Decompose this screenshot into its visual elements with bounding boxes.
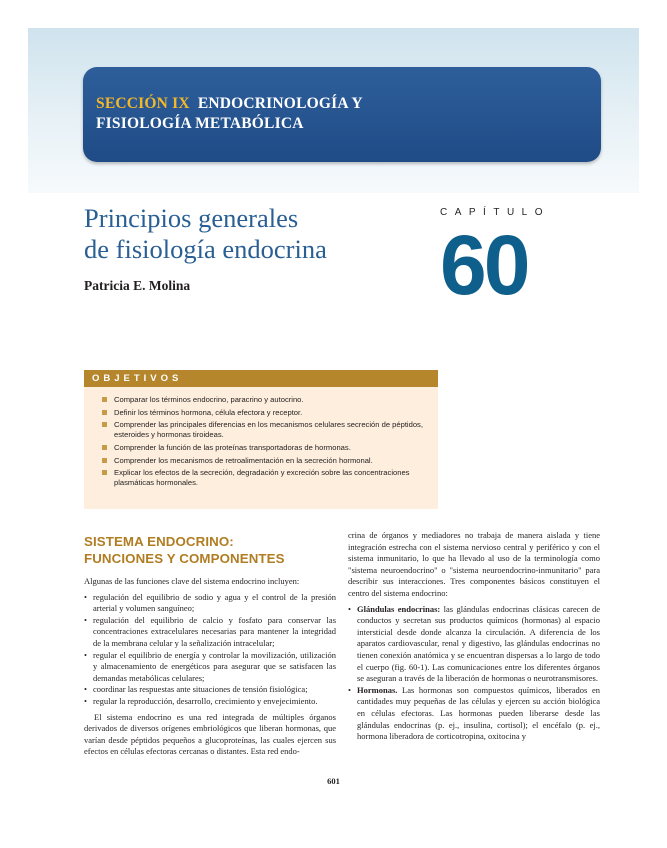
component-text: las glándulas endocrinas clásicas carecen de conductos y secretan sus productos químicos (hormonas) al espacio intersticial desde donde alcanza la circulación. A diferencia de los aparatos cardiovascular, renal y digestivo, las glándulas endocrinas no tienen conexión anatómica y se encuentran dispersas a lo largo de todo el cuerpo (fig. 60-1). Las comunicaciones entre los diferentes órganos se aseguran a través de la liberación de hormonas o neurotransmisores.	[357, 603, 601, 684]
component-term: Hormonas.	[357, 684, 398, 695]
bullet-icon: •	[84, 591, 87, 602]
component-item	[348, 685, 600, 743]
bullet-icon: •	[84, 614, 87, 625]
square-bullet-icon	[102, 422, 107, 427]
section-label: SECCIÓN IX	[96, 95, 190, 112]
section-heading	[96, 94, 576, 134]
bullet-icon: •	[84, 695, 87, 706]
body-paragraph: crina de órganos y mediadores no trabaja de manera aislada y tiene integración estrecha con el sistema nervioso central y periférico y con el sistema inmunitario, lo que ha llevado al uso de la terminología como "sistema neuroendocrino" o "sistema neuroendocrino-inmunitario" para describir sus interacciones. Tres componentes básicos constituyen el centro del sistema endocrino:	[348, 530, 600, 598]
objective-text: Comprender la función de las proteínas transportadoras de hormonas.	[114, 443, 351, 453]
function-text: coordinar las respuestas ante situaciones de tensión fisiológica;	[93, 684, 308, 695]
objective-item	[102, 468, 432, 488]
bullet-icon: •	[84, 684, 87, 695]
bullet-icon: •	[84, 649, 87, 660]
square-bullet-icon	[102, 397, 107, 402]
component-item	[348, 604, 600, 685]
function-text: regulación del equilibrio de sodio y agua y el control de la presión arterial y volumen sanguíneo;	[93, 591, 336, 614]
left-column	[84, 533, 336, 758]
subsection-heading-line2: FUNCIONES Y COMPONENTES	[84, 551, 285, 566]
square-bullet-icon	[102, 470, 107, 475]
functions-intro: Algunas de las funciones clave del sistema endocrino incluyen:	[84, 576, 300, 586]
objectives-header: OBJETIVOS	[84, 370, 438, 387]
objective-item	[102, 443, 432, 453]
objectives-list	[102, 395, 432, 491]
objective-text: Comprender las principales diferencias en los mecanismos celulares secreción de péptidos, esteroides y hormonas tiroideas.	[114, 420, 423, 440]
objective-text: Comparar los términos endocrino, paracrino y autocrino.	[114, 395, 304, 404]
bullet-icon: •	[348, 684, 351, 695]
body-paragraph: El sistema endocrino es una red integrada de múltiples órganos derivados de diversos orígenes embriológicos que liberan hormonas, que varían desde péptidos pequeños a glucoproteínas, las cuales ejercen sus efectos en células efectoras cercanas o distantes. Esta red endo-	[84, 711, 336, 757]
subsection-heading	[84, 533, 336, 567]
bullet-icon: •	[348, 603, 351, 614]
chapter-author: Patricia E. Molina	[84, 278, 191, 293]
objective-text: Comprender los mecanismos de retroalimentación en la secreción hormonal.	[114, 455, 373, 465]
function-item	[84, 684, 336, 696]
section-title-line2: FISIOLOGÍA METABÓLICA	[96, 115, 304, 132]
function-text: regulación del equilibrio de calcio y fosfato para conservar las concentraciones extracelulares necesarias para mantener la integridad de la membrana celular y la señalización intracelular;	[93, 614, 336, 648]
components-list	[348, 604, 600, 743]
objectives-box	[84, 370, 438, 509]
section-title-line1: ENDOCRINOLOGÍA Y	[197, 95, 363, 112]
square-bullet-icon	[102, 458, 107, 463]
chapter-word: CAPÍTULO	[440, 207, 551, 218]
functions-list	[84, 592, 336, 708]
page-number: 601	[327, 776, 340, 786]
function-text: regular el equilibrio de energía y controlar la movilización, utilización y almacenamiento de energéticos para asegurar que se satisfacen las demandas metabólicas celulares;	[93, 649, 336, 683]
function-text: regular la reproducción, desarrollo, crecimiento y envejecimiento.	[93, 695, 318, 706]
function-item	[84, 592, 336, 615]
right-column	[348, 530, 600, 747]
objective-item	[102, 420, 432, 440]
chapter-number: 60	[440, 218, 528, 312]
objective-item	[102, 395, 432, 405]
objective-text: Definir los términos hormona, célula efectora y receptor.	[114, 407, 303, 417]
square-bullet-icon	[102, 410, 107, 415]
chapter-title-line2: de fisiología endocrina	[84, 234, 327, 264]
function-item	[84, 696, 336, 708]
chapter-title-line1: Principios generales	[84, 203, 299, 233]
component-text: Las hormonas son compuestos químicos, liberados en cantidades muy pequeñas de las células y ejercen su acción biológica en células efectoras. Las hormonas pueden liberarse desde las glándulas endocrinas (p. ej., insulina, cortisol); el encéfalo (p. ej., hormona liberadora de corticotropina, oxitocina y	[357, 684, 600, 742]
objective-item	[102, 408, 432, 418]
chapter-title	[84, 203, 414, 265]
component-term: Glándulas endocrinas:	[357, 603, 441, 614]
subsection-heading-line1: SISTEMA ENDOCRINO:	[84, 534, 234, 549]
square-bullet-icon	[102, 445, 107, 450]
function-item	[84, 650, 336, 685]
function-item	[84, 615, 336, 650]
objective-text: Explicar los efectos de la secreción, degradación y excreción sobre las concentraciones plasmáticas hormonales.	[114, 468, 410, 488]
objective-item	[102, 456, 432, 466]
